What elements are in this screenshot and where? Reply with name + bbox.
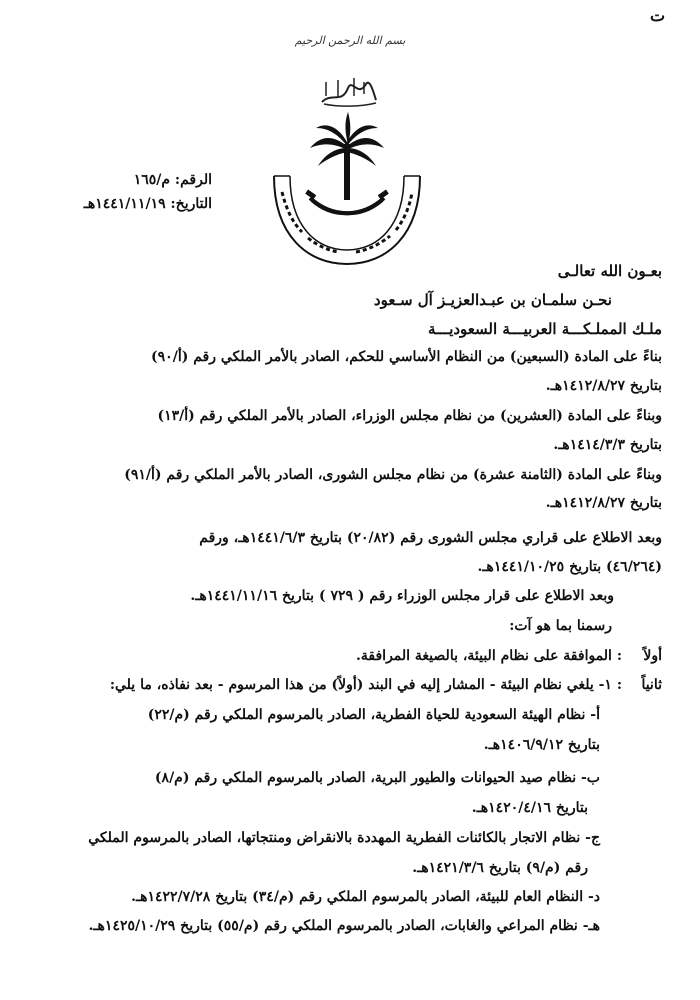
preamble-line: وبناءً على المادة (العشرين) من نظام مجلس الوزراء، الصادر بالأمر الملكي رقم (أ/١٣) (157, 408, 662, 424)
clause-first-text: : الموافقة على نظام البيئة، بالصيغة المرافقة. (356, 648, 622, 664)
royal-calligraphy-seal (318, 74, 380, 108)
preamble-line: وبناءً على المادة (الثامنة عشرة) من نظام مجلس الشورى، الصادر بالأمر الملكي رقم (أ/٩١) (124, 467, 662, 483)
reference-number: الرقم: م/١٦٥ (133, 172, 212, 188)
king-name: نحـن سلمـان بن عبـدالعزيـز آل سـعود (373, 291, 612, 309)
preamble-line: بتاريخ ١٤١٤/٣/٣هـ. (553, 437, 662, 453)
opening-phrase: بعـون الله تعالـى (557, 262, 662, 280)
kingdom-title: ملـك المملـكـــة العربيـــة السعوديـــة (427, 320, 662, 338)
basmala: بسم الله الرحمن الرحيم (294, 34, 406, 47)
repealed-item: بتاريخ ١٤٠٦/٩/١٢هـ. (483, 737, 600, 753)
repealed-item: ب- نظام صيد الحيوانات والطيور البرية، الصادر بالمرسوم الملكي رقم (م/٨) (154, 770, 600, 786)
preamble-line: وبعد الاطلاع على قرار مجلس الوزراء رقم ( ٧٢٩ ) بتاريخ ١٤٤١/١١/١٦هـ. (190, 588, 614, 604)
repealed-item: أ- نظام الهيئة السعودية للحياة الفطرية، الصادر بالمرسوم الملكي رقم (م/٢٢) (147, 707, 600, 723)
repealed-item: رقم (م/٩) بتاريخ ١٤٢١/٣/٦هـ. (412, 860, 588, 876)
clause-second-label: ثانياً (641, 677, 662, 693)
decree-intro: رسمنا بما هو آت: (509, 618, 612, 634)
corner-mark: ت (650, 6, 666, 25)
clause-first-label: أولاً (643, 648, 662, 664)
saudi-emblem-icon (262, 104, 432, 274)
repealed-item: ج- نظام الاتجار بالكائنات الفطرية المهددة بالانقراض ومنتجاتها، الصادر بالمرسوم الملكي (88, 830, 600, 846)
preamble-line: بتاريخ ١٤١٢/٨/٢٧هـ. (545, 495, 662, 511)
preamble-line: وبعد الاطلاع على قراري مجلس الشورى رقم (٢٠/٨٢) بتاريخ ١٤٤١/٦/٣هـ، ورقم (199, 530, 662, 546)
preamble-line: (٤٦/٢٦٤) بتاريخ ١٤٤١/١٠/٢٥هـ. (477, 559, 662, 575)
preamble-line: بتاريخ ١٤١٢/٨/٢٧هـ. (545, 378, 662, 394)
repealed-item: هـ- نظام المراعي والغابات، الصادر بالمرسوم الملكي رقم (م/٥٥) بتاريخ ١٤٢٥/١٠/٢٩هـ. (88, 918, 600, 934)
repealed-item: بتاريخ ١٤٢٠/٤/١٦هـ. (471, 800, 588, 816)
clause-second-text: : ١- يلغي نظام البيئة - المشار إليه في البند (أولاً) من هذا المرسوم - بعد نفاذه، ما يلي: (109, 677, 622, 693)
preamble-line: بناءً على المادة (السبعين) من النظام الأساسي للحكم، الصادر بالأمر الملكي رقم (أ/٩٠) (151, 349, 662, 365)
repealed-item: د- النظام العام للبيئة، الصادر بالمرسوم الملكي رقم (م/٣٤) بتاريخ ١٤٢٢/٧/٢٨هـ. (131, 889, 600, 905)
reference-date: التاريخ: ١٤٤١/١١/١٩هـ (83, 196, 212, 212)
